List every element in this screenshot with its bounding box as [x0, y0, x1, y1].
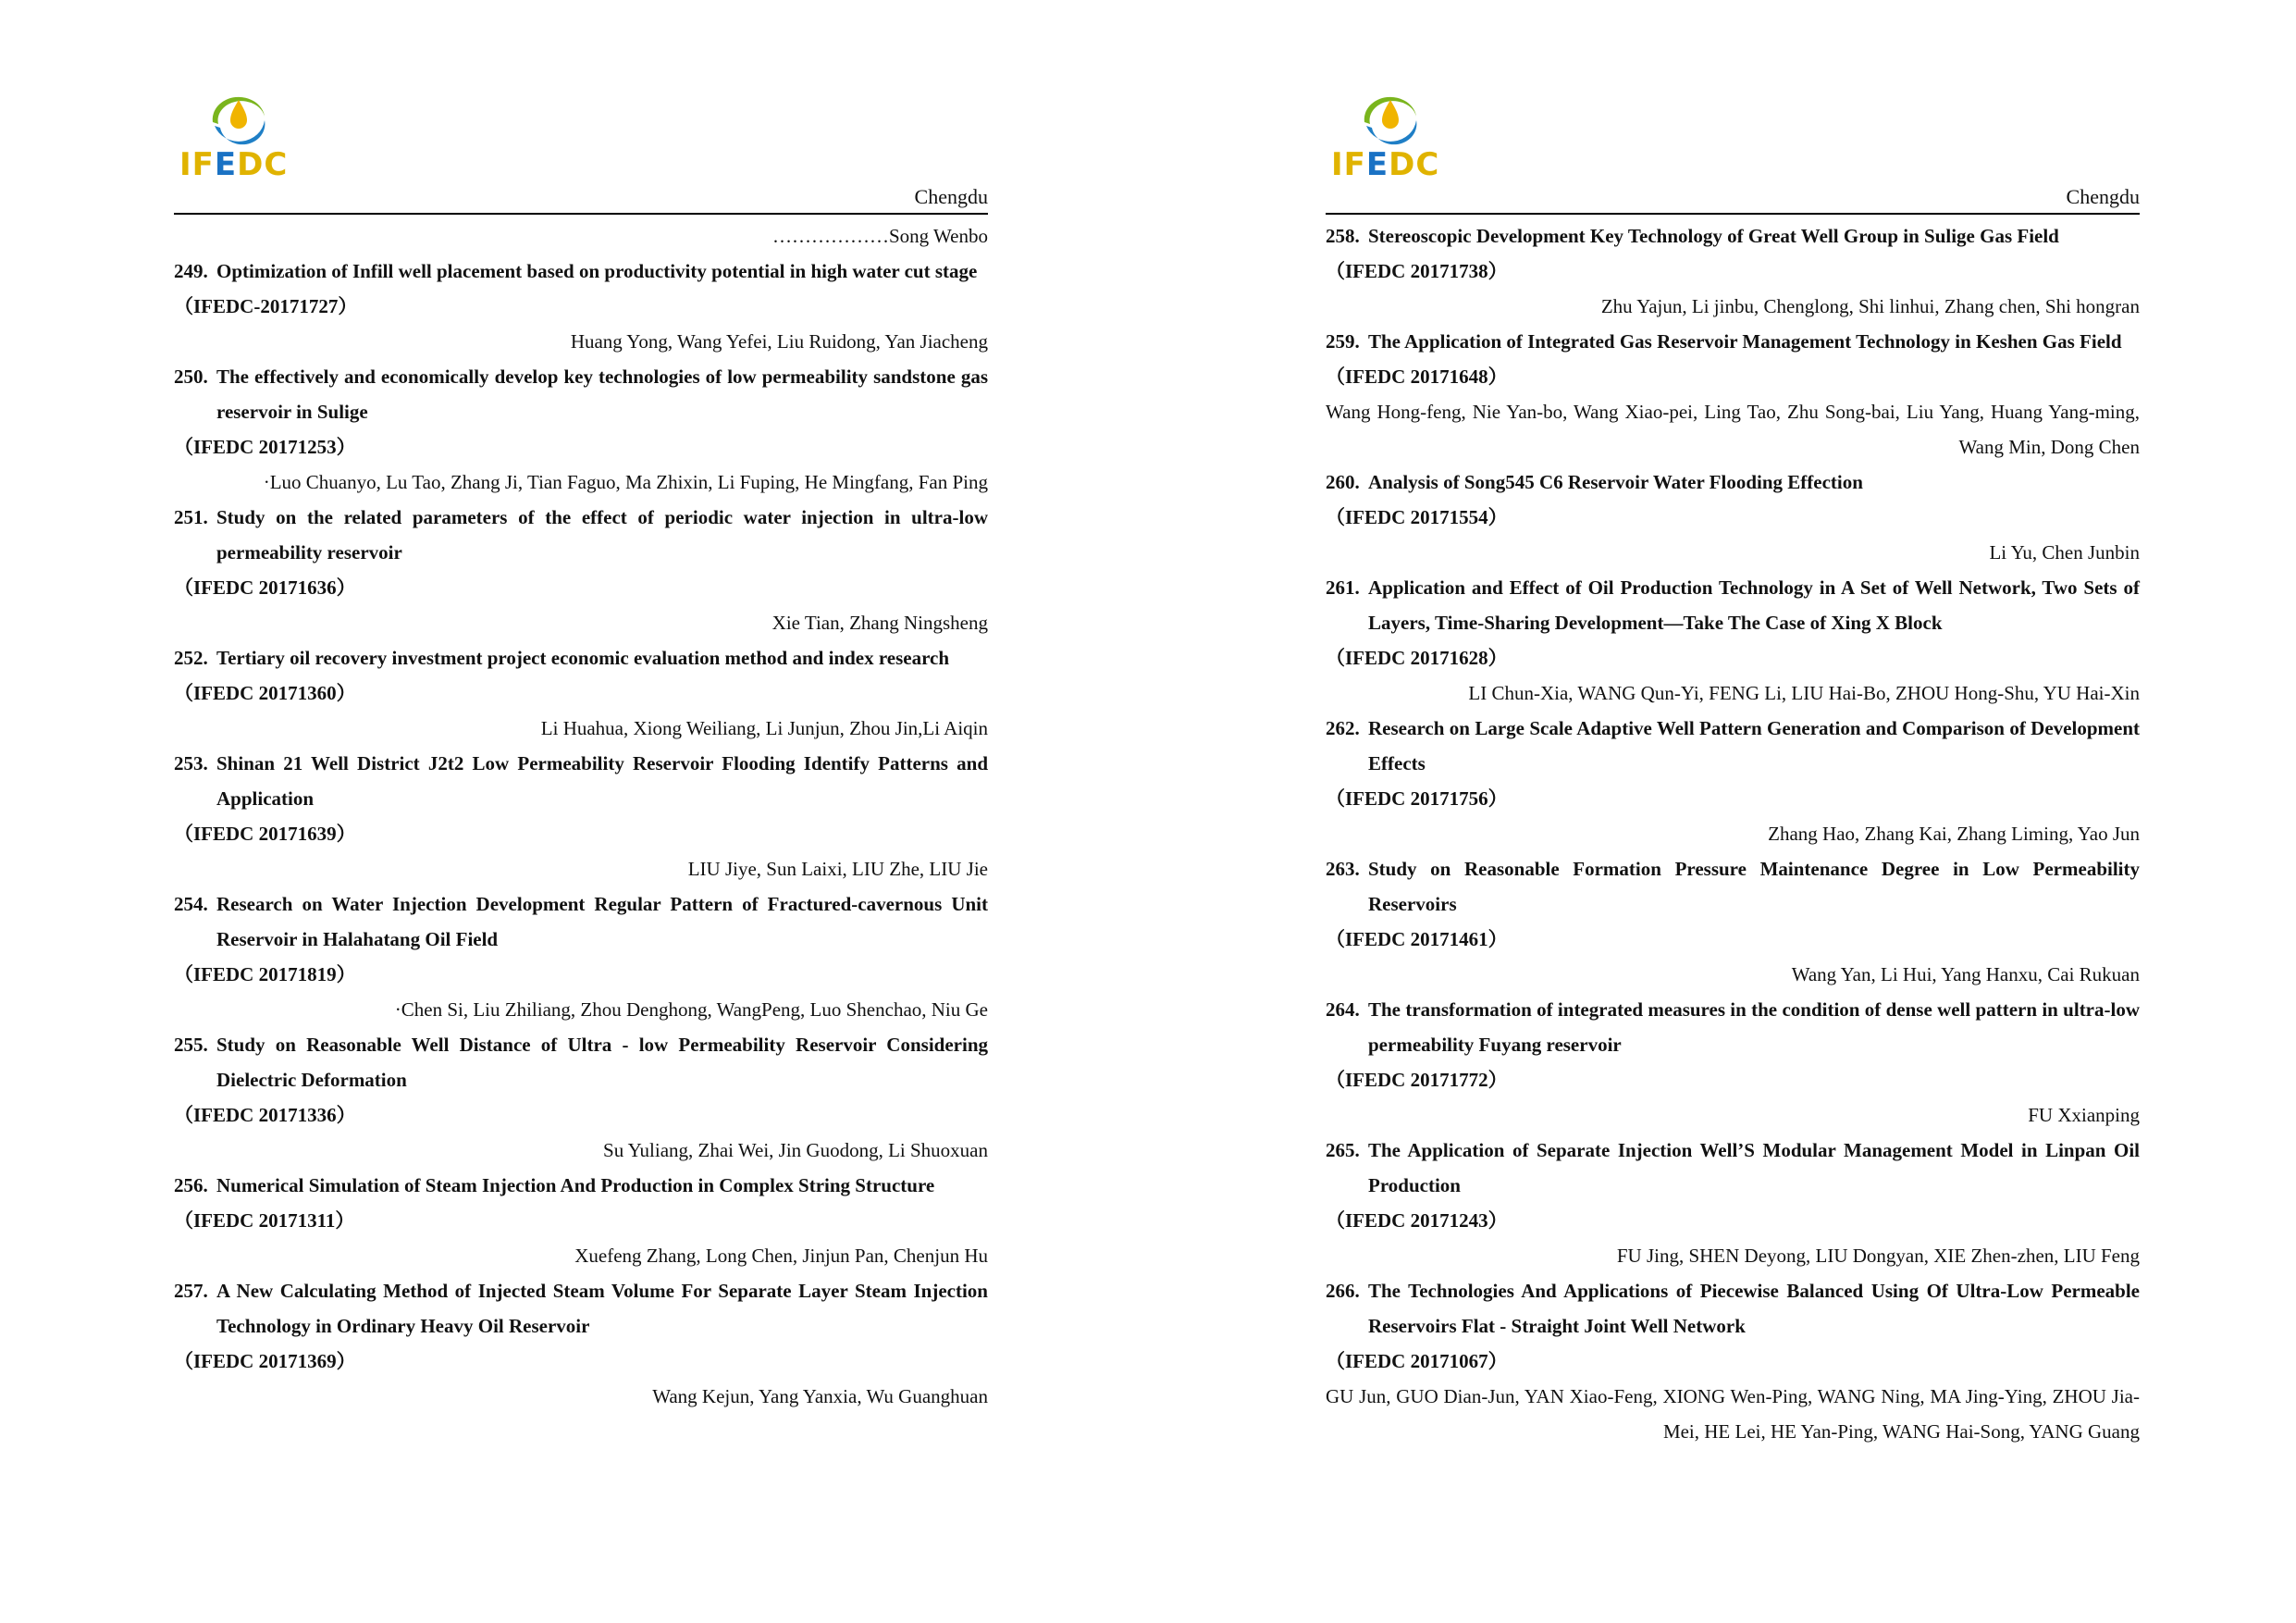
entry-code: （IFEDC 20171756）	[1326, 787, 1508, 810]
entry-authors: Wang Hong-feng, Nie Yan-bo, Wang Xiao-pei, Ling Tao, Zhu Song-bai, Liu Yang, Huang Yang-ming, Wang Min, Dong Chen	[1326, 401, 2140, 458]
entry-authors: Xie Tian, Zhang Ningsheng	[772, 612, 988, 634]
entry-code: （IFEDC 20171243）	[1326, 1209, 1508, 1232]
entry-authors: Zhang Hao, Zhang Kai, Zhang Liming, Yao Jun	[1768, 823, 2140, 845]
entry-title: 265. The Application of Separate Injection Well’S Modular Management Model in Linpan Oil Production	[1326, 1139, 2140, 1196]
entry-authors: GU Jun, GUO Dian-Jun, YAN Xiao-Feng, XIONG Wen-Ping, WANG Ning, MA Jing-Ying, ZHOU Jia-Mei, HE Lei, HE Yan-Ping, WANG Hai-Song, YANG Guang	[1326, 1385, 2140, 1443]
entry-code: （IFEDC 20171636）	[174, 576, 356, 599]
left-page	[174, 0, 988, 1623]
entry-title: 262. Research on Large Scale Adaptive Well Pattern Generation and Comparison of Development Effects	[1326, 717, 2140, 774]
entry-authors: ·Luo Chuanyo, Lu Tao, Zhang Ji, Tian Faguo, Ma Zhixin, Li Fuping, He Mingfang, Fan Ping	[263, 471, 988, 493]
entry-code: （IFEDC 20171628）	[1326, 647, 1508, 669]
entry-authors: ·Chen Si, Liu Zhiliang, Zhou Denghong, WangPeng, Luo Shenchao, Niu Ge	[394, 998, 988, 1021]
entry-title: 251. Study on the related parameters of the effect of periodic water injection in ultra-low permeability reservoir	[174, 506, 988, 564]
entry-authors: Xuefeng Zhang, Long Chen, Jinjun Pan, Chenjun Hu	[574, 1245, 988, 1267]
entry-title: 266. The Technologies And Applications of Piecewise Balanced Using Of Ultra-Low Permeable Reservoirs Flat - Straight Joint Well Network	[1326, 1280, 2140, 1337]
entry-code: （IFEDC 20171772）	[1326, 1069, 1508, 1091]
entry-title: 260. Analysis of Song545 C6 Reservoir Water Flooding Effection	[1326, 471, 1863, 493]
logo-wordmark: IFEDC	[1331, 146, 1440, 183]
entry-authors: Wang Yan, Li Hui, Yang Hanxu, Cai Rukuan	[1791, 963, 2140, 985]
entry-code: （IFEDC 20171369）	[174, 1350, 356, 1372]
entry-title: 263. Study on Reasonable Formation Pressure Maintenance Degree in Low Permeability Reservoirs	[1326, 858, 2140, 915]
entry-code: （IFEDC 20171819）	[174, 963, 356, 985]
logo-wordmark: IFEDC	[179, 146, 289, 183]
entry-authors: Wang Kejun, Yang Yanxia, Wu Guanghuan	[652, 1385, 988, 1407]
entry-authors: FU Xxianping	[2028, 1104, 2140, 1126]
entry-code: （IFEDC 20171311）	[174, 1209, 355, 1232]
entry-title: 254. Research on Water Injection Development Regular Pattern of Fractured-cavernous Unit Reservoir in Halahatang Oil Field	[174, 893, 988, 950]
header-rule	[1326, 213, 2140, 215]
entry-code: （IFEDC 20171648）	[1326, 365, 1508, 388]
entry-title: 258. Stereoscopic Development Key Technology of Great Well Group in Sulige Gas Field	[1326, 225, 2059, 247]
ifedc-emblem-icon	[1357, 89, 1424, 150]
entry-authors: LI Chun-Xia, WANG Qun-Yi, FENG Li, LIU Hai-Bo, ZHOU Hong-Shu, YU Hai-Xin	[1468, 682, 2140, 704]
entry-code: （IFEDC 20171067）	[1326, 1350, 1508, 1372]
entry-title: 261. Application and Effect of Oil Production Technology in A Set of Well Network, Two Sets of Layers, Time-Sharing Development—Take The Case of Xing X Block	[1326, 576, 2140, 634]
entry-title: 250. The effectively and economically develop key technologies of low permeability sandstone gas reservoir in Sulige	[174, 365, 988, 423]
entry-title: 257. A New Calculating Method of Injected Steam Volume For Separate Layer Steam Injection Technology in Ordinary Heavy Oil Reservoir	[174, 1280, 988, 1337]
entry-authors: Su Yuliang, Zhai Wei, Jin Guodong, Li Shuoxuan	[603, 1139, 988, 1161]
entry-title: 259. The Application of Integrated Gas Reservoir Management Technology in Keshen Gas Field	[1326, 330, 2122, 353]
entry-code: （IFEDC 20171360）	[174, 682, 356, 704]
entry-title: 264. The transformation of integrated measures in the condition of dense well pattern in ultra-low permeability Fuyang reservoir	[1326, 998, 2140, 1056]
ifedc-logo	[1331, 89, 1451, 185]
entry-title: 255. Study on Reasonable Well Distance of Ultra - low Permeability Reservoir Considering Dielectric Deformation	[174, 1034, 988, 1091]
entry-code: （IFEDC 20171461）	[1326, 928, 1508, 950]
entry-authors: Huang Yong, Wang Yefei, Liu Ruidong, Yan Jiacheng	[570, 330, 988, 353]
header-city: Chengdu	[2066, 185, 2140, 208]
entry-authors: Li Huahua, Xiong Weiliang, Li Junjun, Zhou Jin,Li Aiqin	[540, 717, 988, 739]
ifedc-logo	[179, 89, 300, 185]
ifedc-emblem-icon	[205, 89, 272, 150]
entry-title: 253. Shinan 21 Well District J2t2 Low Permeability Reservoir Flooding Identify Patterns and Application	[174, 752, 988, 810]
entry-code: （IFEDC 20171738）	[1326, 260, 1508, 282]
entry-title: 256. Numerical Simulation of Steam Injection And Production in Complex String Structure	[174, 1174, 935, 1196]
right-page	[1326, 0, 2140, 1623]
entry-authors: FU Jing, SHEN Deyong, LIU Dongyan, XIE Zhen-zhen, LIU Feng	[1616, 1245, 2140, 1267]
carryover-authors: ………………Song Wenbo	[772, 225, 988, 247]
entry-title: 252. Tertiary oil recovery investment project economic evaluation method and index research	[174, 647, 950, 669]
header-rule	[174, 213, 988, 215]
left-entries	[174, 218, 988, 1414]
entry-title: 249. Optimization of Infill well placement based on productivity potential in high water cut stage	[174, 260, 978, 282]
entry-authors: Li Yu, Chen Junbin	[1989, 541, 2140, 564]
entry-code: （IFEDC 20171253）	[174, 436, 356, 458]
entry-authors: Zhu Yajun, Li jinbu, Chenglong, Shi linhui, Zhang chen, Shi hongran	[1600, 295, 2140, 317]
entry-code: （IFEDC-20171727）	[174, 295, 358, 317]
entry-code: （IFEDC 20171554）	[1326, 506, 1508, 528]
entry-authors: LIU Jiye, Sun Laixi, LIU Zhe, LIU Jie	[687, 858, 988, 880]
entry-code: （IFEDC 20171639）	[174, 823, 356, 845]
header-city: Chengdu	[914, 185, 988, 208]
right-entries	[1326, 218, 2140, 1449]
entry-code: （IFEDC 20171336）	[174, 1104, 356, 1126]
